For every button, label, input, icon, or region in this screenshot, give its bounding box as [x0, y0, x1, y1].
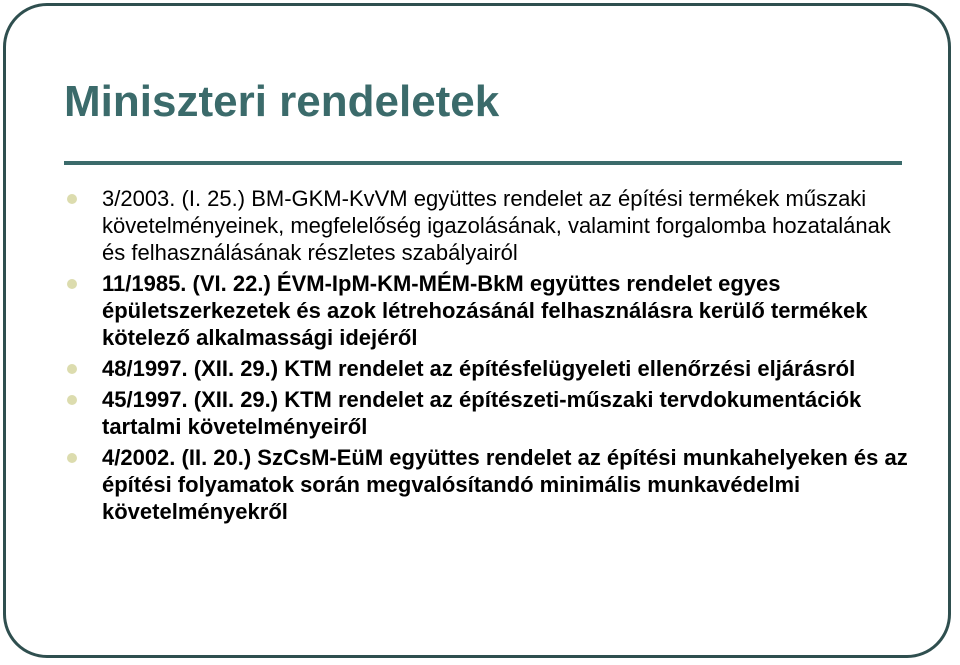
list-item-3 — [64, 355, 914, 382]
list-item-text: 3/2003. (I. 25.) BM-GKM-KvVM együttes rendelet az építési termékek műszaki követelményeinek, megfelelőség igazolásának, valamint forgalomba hozatalának és felhasználásának részletes szabályairól — [102, 186, 891, 265]
list-item-text: 4/2002. (II. 20.) SzCsM-EüM együttes rendelet az építési munkahelyeken és az építési folyamatok során megvalósítandó minimális munkavédelmi követelményekről — [102, 445, 908, 524]
list-item-1 — [64, 185, 914, 266]
bullet-dot-icon — [67, 194, 77, 204]
list-item-5 — [64, 444, 914, 525]
bullet-dot-icon — [67, 364, 77, 374]
list-item-2 — [64, 270, 914, 351]
bullet-dot-icon — [67, 453, 77, 463]
list-item-4 — [64, 386, 914, 440]
list-item-text: 11/1985. (VI. 22.) ÉVM-IpM-KM-MÉM-BkM együttes rendelet egyes épületszerkezetek és azok létrehozásánál felhasználásra kerülő termékek kötelező alkalmassági idejéről — [102, 271, 868, 350]
slide — [3, 3, 951, 658]
bullet-dot-icon — [67, 395, 77, 405]
list-item-text: 45/1997. (XII. 29.) KTM rendelet az építészeti-műszaki tervdokumentációk tartalmi követelményeiről — [102, 387, 862, 439]
bullet-dot-icon — [67, 279, 77, 289]
title-divider — [64, 161, 902, 165]
slide-title: Miniszteri rendeletek — [64, 77, 500, 126]
list-item-text: 48/1997. (XII. 29.) KTM rendelet az építésfelügyeleti ellenőrzési eljárásról — [102, 356, 856, 381]
bullet-list — [64, 185, 914, 529]
